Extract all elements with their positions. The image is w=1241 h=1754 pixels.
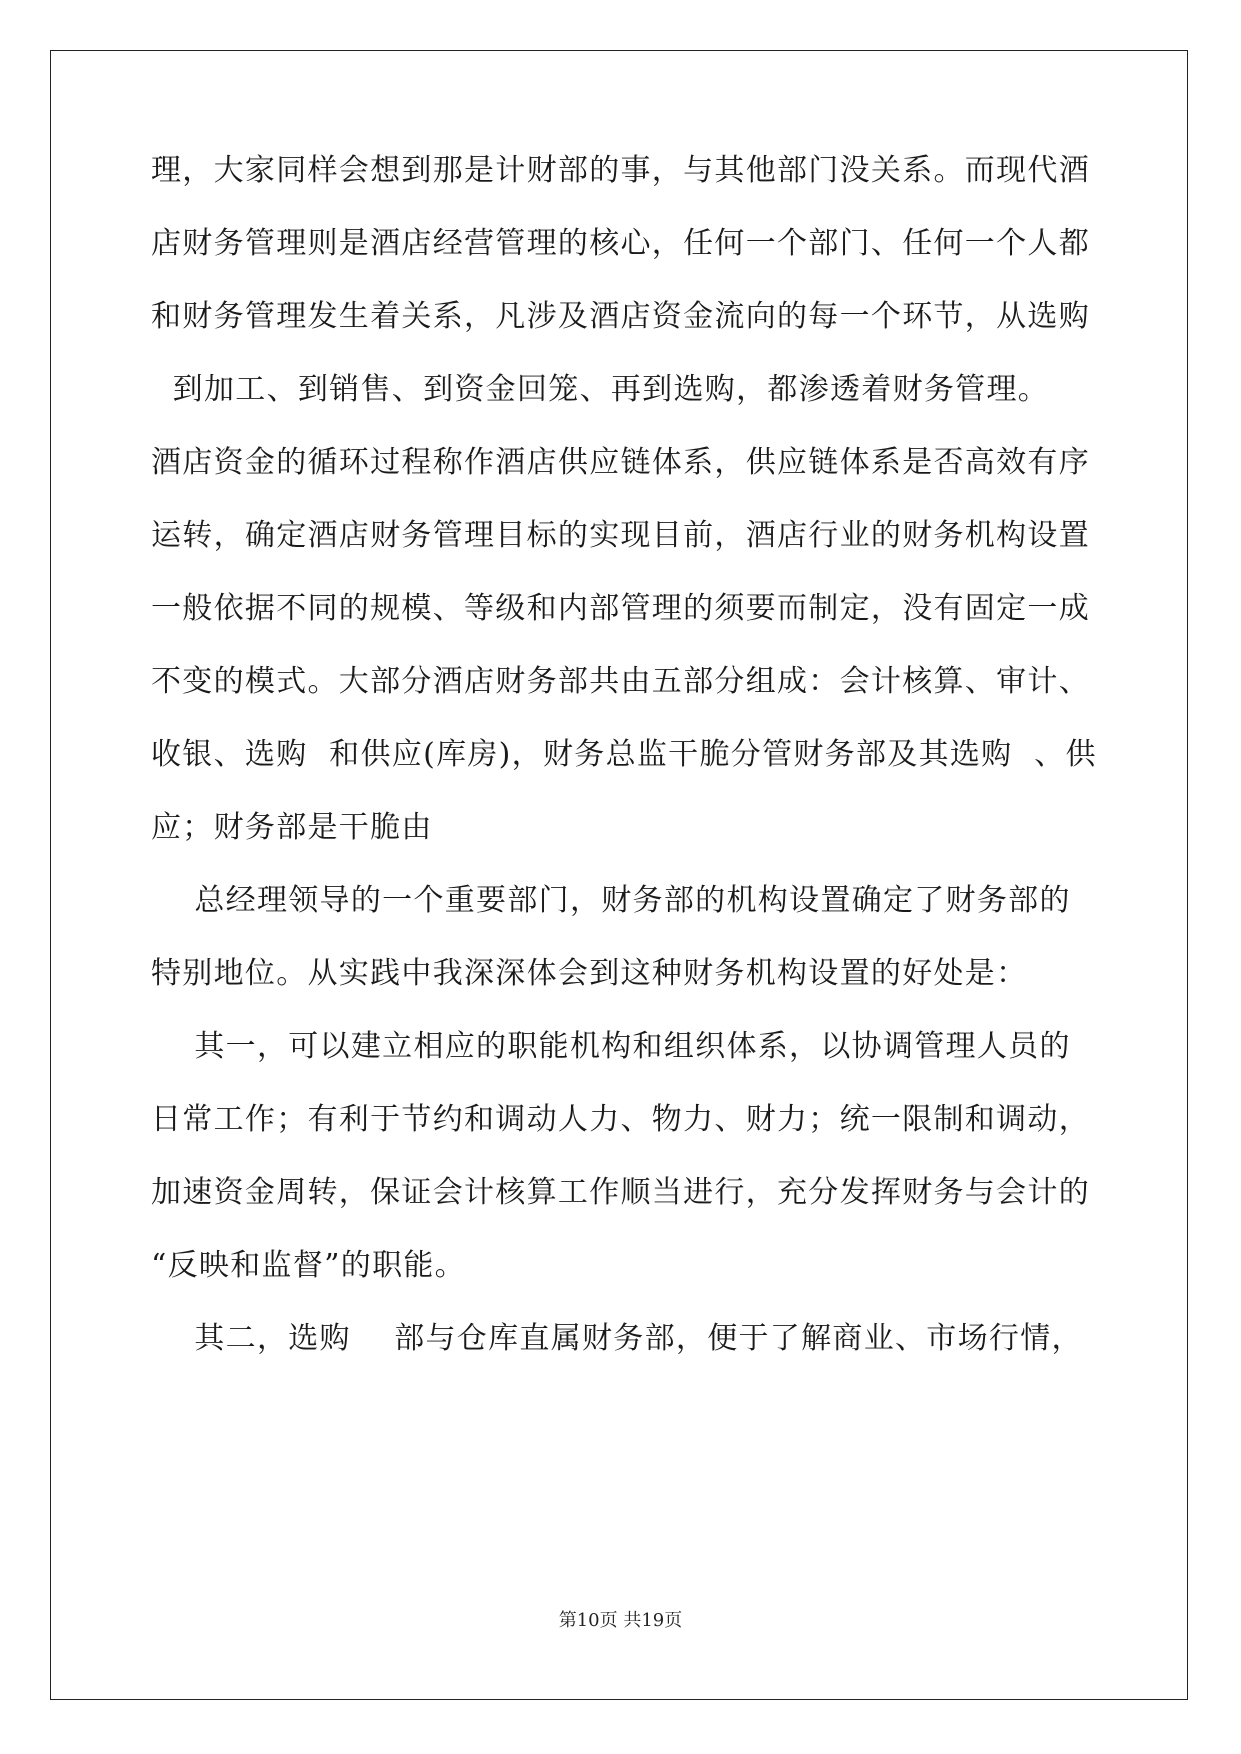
- text-line: 酒店资金的循环过程称作酒店供应链体系，供应链体系是否高效有序: [151, 445, 1090, 480]
- text-line: “反映和监督”的职能。: [151, 1248, 466, 1283]
- text-line: 应；财务部是干脆由: [151, 810, 433, 845]
- text-line: 其二，选购 部与仓库直属财务部，便于了解商业、市场行情，: [151, 1321, 1083, 1356]
- text-line: 到加工、到销售、到资金回笼、再到选购，都渗透着财务管理。: [151, 372, 1050, 407]
- text-line: 和财务管理发生着关系，凡涉及酒店资金流向的每一个环节，从选购: [151, 299, 1090, 334]
- text-line: 其一，可以建立相应的职能机构和组织体系，以协调管理人员的: [151, 1029, 1071, 1064]
- text-line: 运转，确定酒店财务管理目标的实现目前，酒店行业的财务机构设置: [151, 518, 1090, 553]
- text-line: 不变的模式。大部分酒店财务部共由五部分组成：会计核算、审计、: [151, 664, 1090, 699]
- page-number-footer: 第10页 共19页: [558, 1610, 683, 1631]
- text-line: 日常工作；有利于节约和调动人力、物力、财力；统一限制和调动，: [151, 1102, 1090, 1137]
- text-line: 特别地位。从实践中我深深体会到这种财务机构设置的好处是：: [151, 956, 1028, 991]
- text-line: 理，大家同样会想到那是计财部的事，与其他部门没关系。而现代酒: [151, 153, 1090, 188]
- text-line: 总经理领导的一个重要部门，财务部的机构设置确定了财务部的: [151, 883, 1071, 918]
- text-line: 一般依据不同的规模、等级和内部管理的须要而制定，没有固定一成: [151, 591, 1090, 626]
- text-line: 加速资金周转，保证会计核算工作顺当进行，充分发挥财务与会计的: [151, 1175, 1090, 1210]
- text-line: 收银、选购 和供应(库房)，财务总监干脆分管财务部及其选购 、供: [151, 737, 1097, 772]
- text-line: 店财务管理则是酒店经营管理的核心，任何一个部门、任何一个人都: [151, 226, 1090, 261]
